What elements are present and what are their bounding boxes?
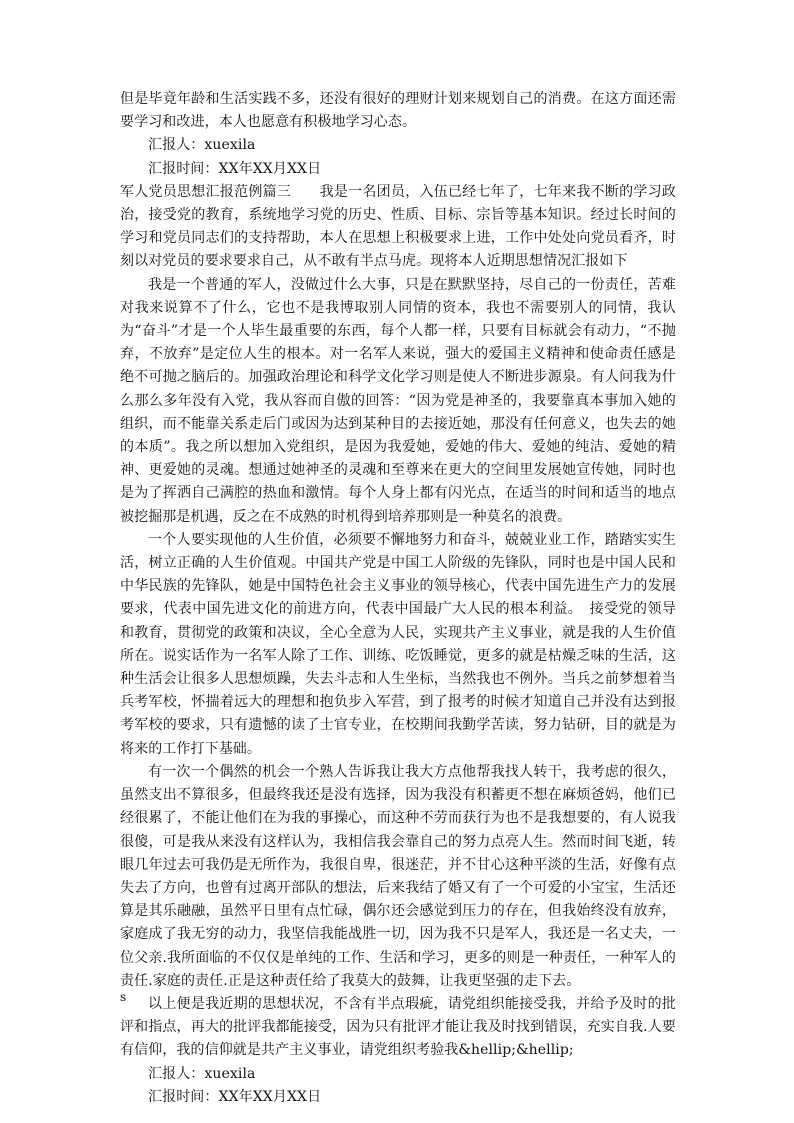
section-heading-paragraph: 军人党员思想汇报范例篇三 我是一名团员，入伍已经七年了，七年来我不断的学习政治，接受党的教育，系统地学习党的历史、性质、目标、宗旨等基本知识。经过长时间的学习和党员同志们的支持帮助，本人在思想上积极要求上进，工作中处处向党员看齐，时刻以对党员的要求要求自己，从不敢有半点马虎。现将本人近期思想情况汇报如下 [120, 183, 676, 270]
paragraph-2: 我是一个普通的军人，没做过什么大事，只是在默默坚持，尽自己的一份责任，苦难对我来说算不了什么，它也不是我博取别人同情的资本，我也不需要别人的同情，我认为“奋斗”才是一个人毕生最重要的东西，每个人都一样，只要有目标就会有动力，“不抛弃，不放弃”是定位人生的根本。对一名军人来说，强大的爱国主义精神和使命责任感是绝不可抛之脑后的。加强政治理论和科学文化学习则是使人不断进步源泉。有人问我为什么那么多年没有入党，我从容而自傲的回答：“因为党是神圣的，我要靠真本事加入她的组织，而不能靠关系走后门或因为达到某种目的去接近她，那没有任何意义，也失去的她的本质”。我之所以想加入党组织，是因为我爱她，爱她的伟大、爱她的纯洁、爱她的精神、更爱她的灵魂。想通过她神圣的灵魂和至尊来在更大的空间里发展她宣传她，同时也是为了挥洒自己满腔的热血和激情。每个人身上都有闪光点，在适当的时间和适当的地点被挖掘那是机遇，反之在不成熟的时机得到培养那则是一种莫名的浪费。 [120, 276, 676, 525]
document-body [120, 88, 676, 1109]
paragraph-3: 一个人要实现他的人生价值，必须要不懈地努力和奋斗，兢兢业业工作，踏踏实实生活，树立正确的人生价值观。中国共产党是中国工人阶级的先锋队，同时也是中国人民和中华民族的先锋队，她是中国特色社会主义事业的领导核心，代表中国先进生产力的发展要求，代表中国先进文化的前进方向，代表中国最广大人民的根本利益。 接受党的领导和教育，贯彻党的政策和决议，全心全意为人民，实现共产主义事业，就是我的人生价值所在。说实话作为一名军人除了工作、训练、吃饭睡觉，更多的就是枯燥乏味的生活，这种生活会让很多人思想烦躁，失去斗志和人生坐标，当然我也不例外。当兵之前梦想着当兵考军校，怀揣着远大的理想和抱负步入军营，到了报考的时候才知道自己并没有达到报考军校的要求，只有遗憾的读了士官专业，在校期间我勤学苦读，努力钻研，目的就是为将来的工作打下基础。 [120, 531, 676, 757]
reporter-line-2: 汇报人：xuexila [148, 1065, 256, 1082]
footer-mark: s [120, 990, 127, 1004]
paragraph-5: 以上便是我近期的思想状况，不含有半点瑕疵，请党组织能接受我，并给予及时的批评和指点，再大的批评我都能接受，因为只有批评才能让我及时找到错误，充实自我.人要有信仰，我的信仰就是共产主义事业，请党组织考验我&hellip;&hellip; [120, 995, 676, 1059]
paragraph-1: 但是毕竟年龄和生活实践不多，还没有很好的理财计划来规划自己的消费。在这方面还需要学习和改进，本人也愿意有积极地学习心态。 [120, 91, 676, 131]
paragraph-4: 有一次一个偶然的机会一个熟人告诉我让我大方点他帮我找人转干，我考虑的很久，虽然支出不算很多，但最终我还是没有选择，因为我没有积蓄更不想在麻烦爸妈，他们已经很累了，不能让他们在为我的事操心，而这种不劳而获行为也不是我想要的，有人说我很傻，可是我从来没有这样认为，我相信我会靠自己的努力点亮人生。然而时间飞逝，转眼几年过去可我仍是无所作为，我很自卑，很迷茫，并不甘心这种平淡的生活，好像有点失去了方向，也曾有过离开部队的想法，后来我结了婚又有了一个可爱的小宝宝，生活还算是其乐融融，虽然平日里有点忙碌，偶尔还会感觉到压力的存在，但我始终没有放弃，家庭成了我无穷的动力，我坚信我能战胜一切，因为我不只是军人，我还是一名丈夫，一位父亲.我所面临的不仅仅是单纯的工作、生活和学习，更多的则是一种责任，一种军人的责任.家庭的责任.正是这种责任给了我莫大的鼓舞，让我更坚强的走下去。 [120, 763, 676, 989]
reporter-line-1: 汇报人：xuexila [148, 137, 256, 154]
report-date-2: 汇报时间：XX年XX月XX日 [148, 1088, 322, 1105]
report-date-1: 汇报时间：XX年XX月XX日 [148, 160, 322, 177]
